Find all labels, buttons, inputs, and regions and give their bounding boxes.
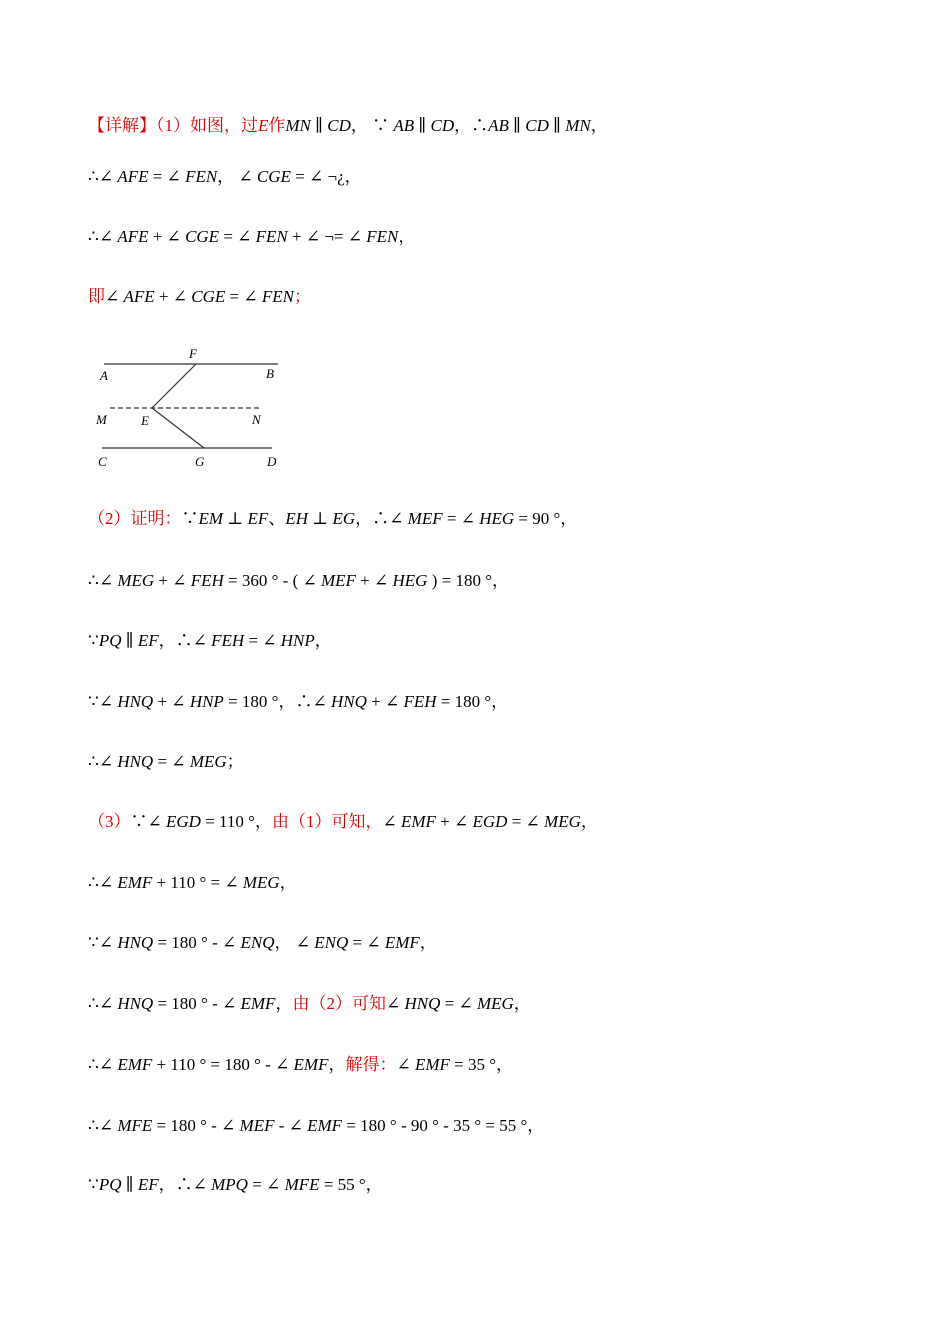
segment-eg <box>152 408 204 448</box>
text-segment: HNQ <box>117 994 154 1013</box>
text-segment: EMF <box>307 1116 343 1135</box>
text-segment: ∴∠ <box>88 752 118 771</box>
text-segment: EMF <box>240 994 276 1013</box>
text-segment: MEF <box>407 509 443 528</box>
text-segment: ∥ <box>121 631 138 650</box>
text-segment: ) = 180 °， <box>427 571 510 590</box>
text-segment: = ∠ <box>148 167 186 186</box>
text-segment: ∴∠ <box>88 227 118 246</box>
text-segment: MPQ <box>211 1175 248 1194</box>
text-segment: EF <box>137 1175 159 1194</box>
text-segment: HNQ <box>117 933 154 952</box>
text-segment: = 35 °， <box>449 1055 514 1074</box>
text-segment: 、 <box>268 509 286 528</box>
solution-line <box>88 1174 383 1196</box>
text-segment: E <box>258 116 269 135</box>
text-segment: MEF <box>320 571 356 590</box>
text-segment: + ∠ <box>366 692 404 711</box>
text-segment: MEG <box>189 752 227 771</box>
text-segment: = ∠ <box>440 994 477 1013</box>
geometry-figure <box>92 342 292 474</box>
text-segment: + ∠ <box>435 812 473 831</box>
text-segment: CGE <box>185 227 220 246</box>
text-segment: EGD <box>166 812 201 831</box>
solution-line <box>88 1054 513 1076</box>
text-segment: （1）如图，过 <box>156 116 258 135</box>
text-segment: ∵ <box>88 1175 99 1194</box>
text-segment: MN <box>285 116 311 135</box>
text-segment: ⊥ <box>223 509 248 528</box>
text-segment: ∥ <box>310 116 328 135</box>
segment-fe <box>152 364 196 408</box>
text-segment: HEG <box>479 509 515 528</box>
text-segment: ∵∠ <box>88 692 118 711</box>
text-segment: ，∴ <box>454 116 489 135</box>
text-segment: + ∠ <box>355 571 393 590</box>
text-segment: ∠ <box>396 1055 415 1074</box>
text-segment: ENQ <box>314 933 349 952</box>
text-segment: ，∴∠ <box>158 631 212 650</box>
text-segment: = 180 ° - ∠ <box>153 933 241 952</box>
label-n: N <box>252 412 261 427</box>
text-segment: HNQ <box>404 994 441 1013</box>
solution-line <box>88 691 508 713</box>
text-segment: ； <box>293 287 311 306</box>
text-segment: ， <box>328 1055 346 1074</box>
label-g: G <box>195 454 205 469</box>
text-segment: FEH <box>190 571 224 590</box>
solution-line <box>88 630 332 652</box>
text-segment: = 180 °， <box>436 692 509 711</box>
text-segment: HNQ <box>117 752 154 771</box>
text-segment: AB <box>488 116 509 135</box>
solution-line <box>88 1115 544 1137</box>
solution-line <box>88 115 608 137</box>
text-segment: EGD <box>472 812 508 831</box>
text-segment: EF <box>247 509 269 528</box>
text-segment: = 90 °， <box>514 509 578 528</box>
text-segment: ， <box>398 227 416 246</box>
text-segment: - ∠ <box>274 1116 308 1135</box>
text-segment: EF <box>137 631 159 650</box>
text-segment: MEG <box>117 571 155 590</box>
text-segment: EG <box>332 509 356 528</box>
text-segment: ， ∵ <box>350 116 394 135</box>
text-segment: EH <box>285 509 308 528</box>
text-segment: EMF <box>117 1055 153 1074</box>
text-segment: ∠ <box>382 812 401 831</box>
text-segment: ，∴∠ <box>355 509 408 528</box>
text-segment: FEN <box>185 167 218 186</box>
text-segment: = ∠ <box>348 933 385 952</box>
solution-line <box>88 286 311 308</box>
text-segment: AB <box>393 116 415 135</box>
text-segment: ∴∠ <box>88 1116 118 1135</box>
text-segment: HNQ <box>117 692 154 711</box>
text-segment: ∴∠ <box>88 571 118 590</box>
text-segment: = ∠ ¬¿， <box>290 167 362 186</box>
text-segment: + ∠ <box>148 227 186 246</box>
text-segment: = 360 ° - ( ∠ <box>223 571 321 590</box>
text-segment: CD <box>525 116 549 135</box>
text-segment: PQ <box>98 631 122 650</box>
text-segment: ， <box>419 933 437 952</box>
text-segment: FEH <box>403 692 437 711</box>
text-segment: = 180 ° - ∠ <box>152 1116 240 1135</box>
text-segment: （2）证明： <box>88 509 182 528</box>
solution-line <box>88 508 577 530</box>
text-segment: ∥ <box>548 116 566 135</box>
text-segment: = ∠ <box>507 812 545 831</box>
solution-line <box>88 932 437 954</box>
text-segment: = 55 °， <box>319 1175 383 1194</box>
text-segment: FEN <box>261 287 294 306</box>
text-segment: EM <box>198 509 224 528</box>
text-segment: MFE <box>117 1116 153 1135</box>
text-segment: ∵ <box>88 631 99 650</box>
solution-line <box>88 226 415 248</box>
text-segment: （3） <box>88 812 131 831</box>
label-c: C <box>98 454 107 469</box>
text-segment: 由（2）可知 <box>292 994 386 1013</box>
text-segment: ， ∠ <box>274 933 315 952</box>
text-segment: ， <box>314 631 332 650</box>
solution-line <box>88 570 509 592</box>
text-segment: ∴∠ <box>88 167 118 186</box>
text-segment: HNP <box>189 692 224 711</box>
text-segment: = ∠ <box>442 509 480 528</box>
text-segment: ∠ <box>385 994 405 1013</box>
text-segment: MN <box>565 116 591 135</box>
text-segment: = 110 °， <box>200 812 272 831</box>
text-segment: ， <box>590 116 608 135</box>
text-segment: HNQ <box>330 692 367 711</box>
text-segment: + ∠ <box>154 287 192 306</box>
text-segment: ∴∠ <box>88 1055 118 1074</box>
text-segment: ； <box>226 752 244 771</box>
text-segment: 解得： <box>345 1055 397 1074</box>
text-segment: AFE <box>117 227 149 246</box>
text-segment: = ∠ <box>225 287 262 306</box>
text-segment: CGE <box>256 167 291 186</box>
text-segment: CD <box>430 116 455 135</box>
text-segment: ， <box>580 812 598 831</box>
text-segment: + ∠ ¬= ∠ <box>287 227 367 246</box>
parallel-lines-diagram <box>92 342 292 474</box>
text-segment: HEG <box>392 571 428 590</box>
text-segment: MEG <box>476 994 514 1013</box>
text-segment: FEN <box>366 227 399 246</box>
text-segment: CGE <box>191 287 226 306</box>
text-segment: ，∴∠ <box>158 1175 212 1194</box>
text-segment: 由（1）可知， <box>271 812 383 831</box>
text-segment: + ∠ <box>154 571 191 590</box>
text-segment: MEF <box>239 1116 275 1135</box>
text-segment: CD <box>327 116 351 135</box>
text-segment: ENQ <box>240 933 275 952</box>
solution-line <box>88 993 531 1015</box>
text-segment: = 180 ° - 90 ° - 35 ° = 55 °， <box>342 1116 545 1135</box>
text-segment: FEN <box>255 227 288 246</box>
text-segment: MEG <box>544 812 581 831</box>
text-segment: ∴∠ <box>88 873 118 892</box>
label-d: D <box>267 454 277 469</box>
text-segment: = ∠ <box>247 1175 285 1194</box>
text-segment: ∥ <box>508 116 526 135</box>
text-segment: = 180 ° - ∠ <box>153 994 241 1013</box>
text-segment: ∥ <box>414 116 431 135</box>
text-segment: = ∠ <box>244 631 281 650</box>
text-segment: = ∠ <box>219 227 256 246</box>
text-segment: AFE <box>123 287 155 306</box>
text-segment: = 180 °，∴∠ <box>223 692 331 711</box>
text-segment: + ∠ <box>153 692 190 711</box>
text-segment: EMF <box>384 933 420 952</box>
text-segment: ， ∠ <box>217 167 257 186</box>
text-segment: 即 <box>88 287 105 306</box>
text-segment: 【详解】 <box>88 116 156 135</box>
text-segment: MEG <box>242 873 280 892</box>
text-segment: 作 <box>268 116 286 135</box>
text-segment: + 110 ° = 180 ° - ∠ <box>152 1055 294 1074</box>
text-segment: ⊥ <box>308 509 333 528</box>
text-segment: + 110 ° = ∠ <box>152 873 243 892</box>
label-a: A <box>100 368 108 383</box>
label-f: F <box>189 346 197 361</box>
text-segment: MFE <box>284 1175 320 1194</box>
text-segment: = ∠ <box>153 752 190 771</box>
text-segment: ∠ <box>105 287 124 306</box>
text-segment: EMF <box>293 1055 329 1074</box>
text-segment: ∴∠ <box>88 994 118 1013</box>
text-segment: EMF <box>117 873 153 892</box>
text-segment: HNP <box>280 631 315 650</box>
text-segment: EMF <box>400 812 436 831</box>
text-segment: EMF <box>414 1055 450 1074</box>
solution-line <box>88 166 362 188</box>
text-segment: ∥ <box>121 1175 138 1194</box>
text-segment: PQ <box>98 1175 122 1194</box>
solution-line <box>88 811 598 833</box>
solution-line <box>88 872 297 894</box>
label-m: M <box>96 412 107 427</box>
text-segment: ， <box>279 873 297 892</box>
label-e: E <box>141 413 149 428</box>
text-segment: ， <box>275 994 293 1013</box>
text-segment: ， <box>513 994 531 1013</box>
text-segment: ∵∠ <box>88 933 118 952</box>
label-b: B <box>266 366 274 381</box>
solution-line <box>88 751 244 773</box>
text-segment: ∵ <box>181 509 199 528</box>
text-segment: FEH <box>211 631 245 650</box>
text-segment: AFE <box>117 167 149 186</box>
text-segment: ∵∠ <box>130 812 166 831</box>
